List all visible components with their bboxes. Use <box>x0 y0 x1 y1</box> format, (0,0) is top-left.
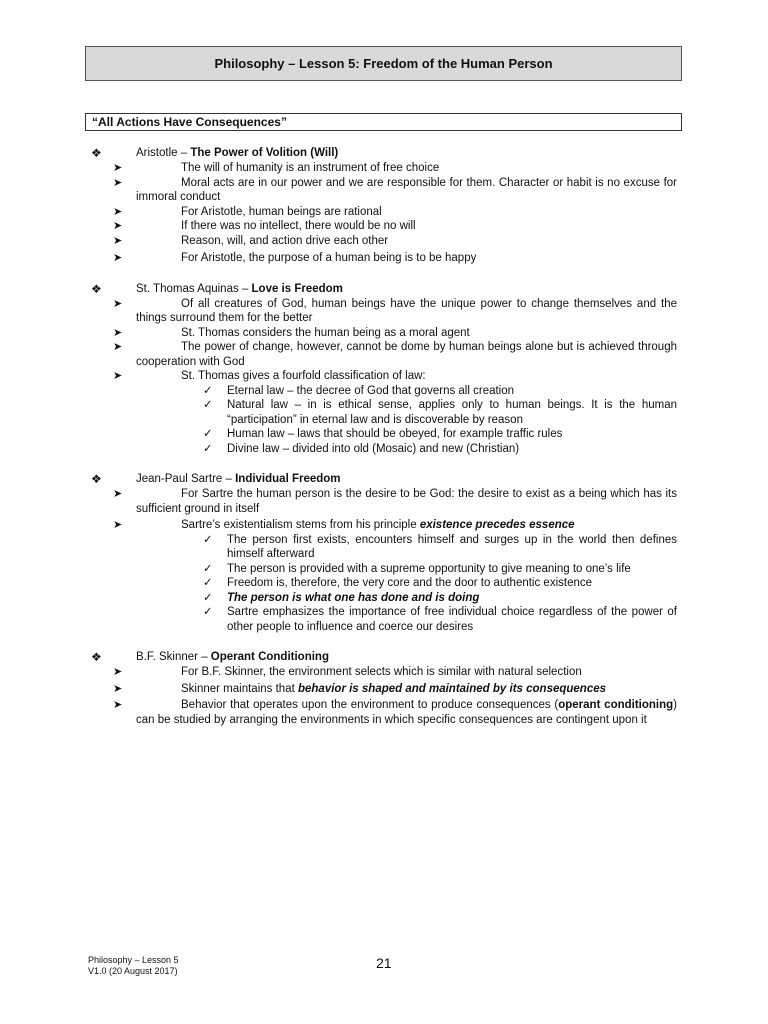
arrow-bullet-icon: ➤ <box>113 162 123 174</box>
diamond-bullet-icon: ❖ <box>91 146 102 160</box>
list-item: ➤ Behavior that operates upon the environment to produce consequences (operant conditioning) can be studied by arranging the environments in which specific consequences are contingent upon it <box>113 699 677 726</box>
arrow-bullet-icon: ➤ <box>113 220 123 232</box>
footer-info <box>88 955 179 977</box>
arrow-bullet-icon: ➤ <box>113 666 123 678</box>
philosopher-aristotle: ❖ Aristotle – The Power of Volition (Will) ➤ The will of humanity is an instrument of free choice ➤ Moral acts are in our power and we are responsible for them. Character or habit is no excuse for immoral conduct ➤ For Aristotle, human beings are rational ➤ If there was no intellect, there would be no will ➤ Reason, will, and action drive each other ➤ For Aristotle, the purpose of a human being is to be happy <box>85 146 677 266</box>
list-item: ➤ St. Thomas considers the human being as a moral agent <box>113 326 470 339</box>
law-item: ✓ Eternal law – the decree of God that governs all creation <box>203 384 515 397</box>
check-bullet-icon: ✓ <box>203 606 213 618</box>
list-item: ➤ Reason, will, and action drive each other <box>113 234 389 247</box>
arrow-bullet-icon: ➤ <box>113 326 123 339</box>
page-number: 21 <box>376 955 392 971</box>
list-item: ➤ The power of change, however, cannot be dome by human beings alone but is achieved through cooperation with God <box>113 341 677 368</box>
bold-term: operant conditioning <box>558 699 674 711</box>
list-item: ➤ The will of humanity is an instrument of free choice <box>113 162 440 174</box>
list-item: ➤ For Aristotle, the purpose of a human being is to be happy <box>113 252 477 264</box>
sub-item: ✓ The person first exists, encounters himself and surges up in the world then defines himself afterward <box>203 533 677 560</box>
law-item: ✓ Human law – laws that should be obeyed, for example traffic rules <box>203 428 563 440</box>
list-item: ➤ Of all creatures of God, human beings have the unique power to change themselves and the things surround them for the better <box>113 297 677 324</box>
section-title-box <box>85 113 682 131</box>
list-item: ➤ Moral acts are in our power and we are responsible for them. Character or habit is no excuse for immoral conduct <box>113 176 677 203</box>
check-bullet-icon: ✓ <box>203 591 213 604</box>
section-title: “All Actions Have Consequences” <box>92 115 287 129</box>
diamond-bullet-icon: ❖ <box>91 281 102 296</box>
emphasis-text: existence precedes essence <box>419 519 575 531</box>
page-title: Philosophy – Lesson 5: Freedom of the Human Person <box>214 56 553 71</box>
list-item: ➤ For Sartre the human person is the desire to be God: the desire to exist as a being which has its sufficient ground in itself <box>113 488 677 515</box>
list-item: ➤ Skinner maintains that behavior is shaped and maintained by its consequences <box>113 682 607 695</box>
check-bullet-icon: ✓ <box>203 399 213 411</box>
document-body <box>85 146 677 727</box>
list-item: ➤ If there was no intellect, there would be no will <box>113 220 416 232</box>
sub-item: ✓ The person is what one has done and is doing <box>203 591 480 604</box>
list-item: ➤ Sartre’s existentialism stems from his principle existence precedes essence <box>113 519 575 531</box>
arrow-bullet-icon: ➤ <box>113 488 123 500</box>
check-bullet-icon: ✓ <box>203 442 213 455</box>
philosopher-topic: Operant Conditioning <box>210 651 329 663</box>
arrow-bullet-icon: ➤ <box>113 252 123 264</box>
sub-item: ✓ Freedom is, therefore, the very core and the door to authentic existence <box>203 577 593 589</box>
philosopher-skinner: ❖ B.F. Skinner – Operant Conditioning ➤ For B.F. Skinner, the environment selects which is similar with natural selection ➤ Skinner maintains that behavior is shaped and maintained by its consequences ➤ Behavior that operates upon the environment to produce consequences (operant conditioning) can be studied by arranging the environments in which specific consequences are contingent upon it <box>85 650 677 727</box>
philosopher-topic: Individual Freedom <box>235 473 341 485</box>
arrow-bullet-icon: ➤ <box>113 682 123 695</box>
arrow-bullet-icon: ➤ <box>113 519 123 531</box>
diamond-bullet-icon: ❖ <box>91 472 102 486</box>
sub-item: ✓ Sartre emphasizes the importance of free individual choice regardless of the power of other people to influence and coerce our desires <box>203 606 677 633</box>
check-bullet-icon: ✓ <box>203 428 213 440</box>
arrow-bullet-icon: ➤ <box>113 234 123 247</box>
arrow-bullet-icon: ➤ <box>113 370 123 382</box>
check-bullet-icon: ✓ <box>203 562 213 575</box>
philosopher-name: Jean-Paul Sartre <box>136 473 223 485</box>
arrow-bullet-icon: ➤ <box>113 176 123 189</box>
philosopher-topic: Love is Freedom <box>251 282 343 295</box>
footer-line-1: Philosophy – Lesson 5 <box>88 955 179 965</box>
check-bullet-icon: ✓ <box>203 533 213 546</box>
philosopher-name: Aristotle <box>136 147 178 159</box>
philosopher-aquinas: ❖ St. Thomas Aquinas – Love is Freedom ➤ Of all creatures of God, human beings have the unique power to change themselves and the things surround them for the better ➤ St. Thomas considers the human being as a moral agent ➤ The power of change, however, cannot be dome by human beings alone but is achieved through cooperation with God ➤ St. Thomas gives a fourfold classification of law: ✓ Eternal law – the decree of God that governs all creation ✓ Natural law – in is ethical sense, applies only to human beings. It is the human “participation” in eternal law and is discoverable by reason ✓ Human law – laws that should be obeyed, for example traffic rules ✓ Divine law – divided into old (Mosaic) and new (Christian) <box>85 282 677 457</box>
arrow-bullet-icon: ➤ <box>113 699 123 711</box>
sub-item: ✓ The person is provided with a supreme opportunity to give meaning to one’s life <box>203 562 631 575</box>
philosopher-topic: The Power of Volition (Will) <box>190 147 339 159</box>
philosopher-name: B.F. Skinner <box>136 651 198 663</box>
arrow-bullet-icon: ➤ <box>113 205 123 218</box>
list-item: ➤ For B.F. Skinner, the environment selects which is similar with natural selection <box>113 666 582 678</box>
philosopher-name: St. Thomas Aquinas <box>136 282 239 295</box>
philosopher-sartre: ❖ Jean-Paul Sartre – Individual Freedom ➤ For Sartre the human person is the desire to be God: the desire to exist as a being which has its sufficient ground in itself ➤ Sartre’s existentialism stems from his principle existence precedes essence ✓ The person first exists, encounters himself and surges up in the world then defines himself afterward ✓ The person is provided with a supreme opportunity to give meaning to one’s life ✓ Freedom is, therefore, the very core and the door to authentic existence ✓ The person is what one has done and is doing ✓ Sartre emphasizes the importance of free individual choice regardless of the power of other people to influence and coerce our desires <box>85 472 677 634</box>
list-item: ➤ For Aristotle, human beings are rational <box>113 205 382 218</box>
diamond-bullet-icon: ❖ <box>91 650 102 664</box>
law-item: ✓ Divine law – divided into old (Mosaic) and new (Christian) <box>203 442 520 455</box>
check-bullet-icon: ✓ <box>203 577 213 589</box>
footer-line-2: V1.0 (20 August 2017) <box>88 966 178 976</box>
law-item: ✓ Natural law – in is ethical sense, applies only to human beings. It is the human “participation” in eternal law and is discoverable by reason <box>203 399 677 426</box>
arrow-bullet-icon: ➤ <box>113 341 123 353</box>
arrow-bullet-icon: ➤ <box>113 297 123 310</box>
list-item: ➤ St. Thomas gives a fourfold classification of law: <box>113 370 426 382</box>
emphasis-text: behavior is shaped and maintained by its consequences <box>297 682 607 695</box>
page-title-box <box>85 46 682 81</box>
check-bullet-icon: ✓ <box>203 384 213 397</box>
